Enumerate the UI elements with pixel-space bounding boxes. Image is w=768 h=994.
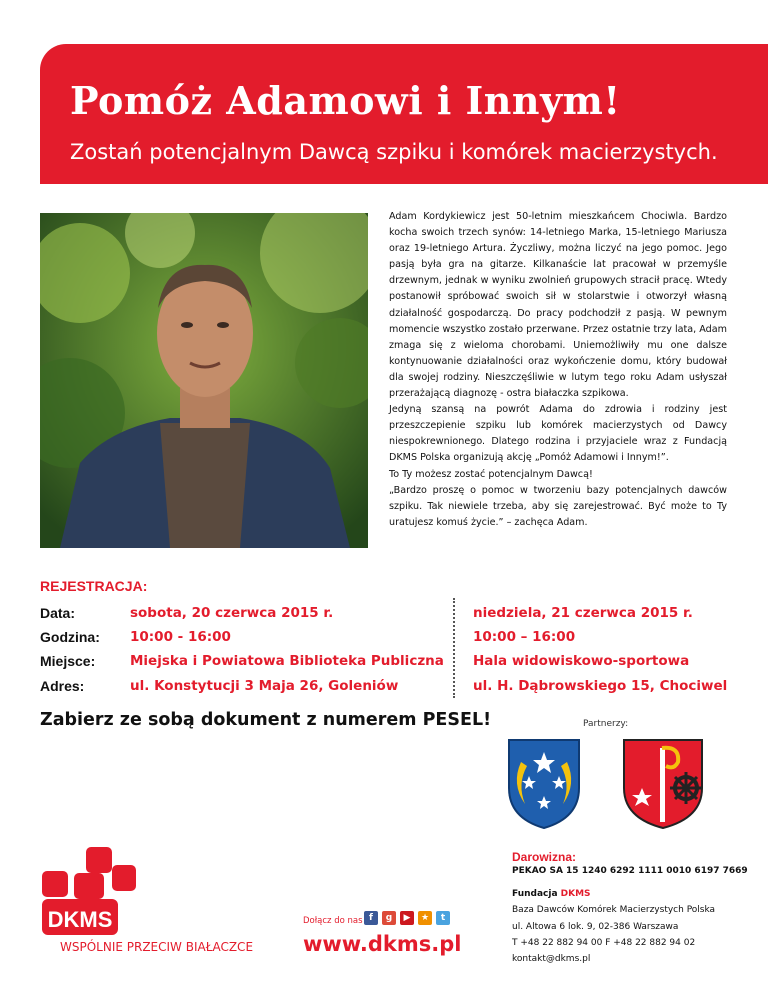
event1-value: ul. Konstytucji 3 Maja 26, Goleniów bbox=[130, 678, 399, 694]
dkms-logo bbox=[40, 843, 140, 942]
chociwel-crest-icon bbox=[507, 738, 581, 834]
page-title: Pomóż Adamowi i Innym! bbox=[70, 78, 621, 123]
nk-icon[interactable]: ★ bbox=[418, 911, 432, 925]
partners-label: Partnerzy: bbox=[583, 719, 629, 729]
foundation-phone: T +48 22 882 94 00 F +48 22 882 94 02 bbox=[512, 937, 696, 948]
foundation-contact bbox=[512, 886, 715, 967]
event2-value: 10:00 – 16:00 bbox=[473, 629, 576, 645]
story-paragraph: Adam Kordykiewicz jest 50-letnim mieszkańcem Chociwla. Bardzo kocha swoich trzech synów: 14-letniego Marka, 15-letniego Mariusza oraz 19-letniego Artura. Życzliwy, można liczyć na jego pomoc. Jego pasją była gra na gitarze. Kilkanaście lat pracował w przemyśle drzewnym, jednak w wyniku zwolnień grupowych stracił pracę. Wtedy postanowił spróbować swoich sił w stolarstwie i otworzył własną działalność gospodarczą. Do pracy podchodził z pasją. W pewnym momencie wszystko zostało przerwane. Przez ostatnie trzy lata, Adam zmaga się z wieloma chorobami. Uniemożliwiły mu one dalsze kontynuowanie działalności oraz wykończenie domu, który budował dla swojej rodziny. Nieszczęśliwie w lutym tego roku Adam usłyszał przerażającą diagnozę - ostra białaczka szpikowa. bbox=[389, 211, 727, 400]
event1-value: 10:00 - 16:00 bbox=[130, 629, 231, 645]
twitter-icon[interactable]: t bbox=[436, 911, 450, 925]
join-us-label: Dołącz do nas bbox=[303, 916, 363, 926]
event2-value: ul. H. Dąbrowskiego 15, Chociwel bbox=[473, 678, 728, 694]
event1-value: sobota, 20 czerwca 2015 r. bbox=[130, 605, 334, 621]
foundation-address: ul. Altowa 6 lok. 9, 02-386 Warszawa bbox=[512, 921, 679, 932]
event2-value: Hala widowiskowo-sportowa bbox=[473, 653, 690, 669]
header-banner bbox=[40, 44, 768, 184]
column-divider bbox=[453, 598, 455, 698]
website-link[interactable]: www.dkms.pl bbox=[303, 932, 462, 956]
goleniow-crest-icon bbox=[622, 738, 704, 834]
story-paragraph: Jedyną szansą na powrót Adama do zdrowia i rodziny jest przeszczepienie szpiku lub komórek macierzystych od Dawcy niespokrewnionego. Dlatego rodzina i przyjaciele wraz z Fundacją DKMS Polska organizują akcję „Pomóż Adamowi i Innym!”. bbox=[389, 404, 727, 464]
portrait-photo bbox=[40, 213, 368, 548]
row-label: Godzina: bbox=[40, 629, 100, 645]
event1-value: Miejska i Powiatowa Biblioteka Publiczna bbox=[130, 653, 444, 669]
bank-account: PEKAO SA 15 1240 6292 1111 0010 6197 7669 bbox=[512, 866, 748, 876]
foundation-email[interactable]: kontakt@dkms.pl bbox=[512, 954, 591, 965]
facebook-icon[interactable]: f bbox=[364, 911, 378, 925]
page-subtitle: Zostań potencjalnym Dawcą szpiku i komórek macierzystych. bbox=[70, 140, 718, 164]
story-text bbox=[389, 209, 727, 531]
registration-title: REJESTRACJA: bbox=[40, 578, 148, 594]
social-links bbox=[364, 911, 450, 925]
donation-title: Darowizna: bbox=[512, 850, 577, 864]
foundation-prefix: Fundacja bbox=[512, 889, 561, 899]
logo-text: DKMS bbox=[47, 907, 113, 932]
event2-value: niedziela, 21 czerwca 2015 r. bbox=[473, 605, 693, 621]
foundation-name: DKMS bbox=[560, 889, 591, 899]
foundation-line: Baza Dawców Komórek Macierzystych Polska bbox=[512, 905, 716, 916]
row-label: Miejsce: bbox=[40, 653, 96, 669]
pesel-note: Zabierz ze sobą dokument z numerem PESEL! bbox=[40, 710, 492, 730]
story-paragraph: To Ty możesz zostać potencjalnym Dawcą! bbox=[389, 468, 593, 480]
row-label: Adres: bbox=[40, 678, 85, 694]
google-plus-icon[interactable]: g bbox=[382, 911, 396, 925]
dkms-tagline: WSPÓLNIE PRZECIW BIAŁACZCE bbox=[60, 940, 254, 954]
row-label: Data: bbox=[40, 605, 76, 621]
youtube-icon[interactable]: ▶ bbox=[400, 911, 414, 925]
story-paragraph: „Bardzo proszę o pomoc w tworzeniu bazy potencjalnych dawców szpiku. Tak niewiele trzeba, aby się zarejestrować. Być może to Ty uratujesz komuś życie.” – zachęca Adam. bbox=[389, 484, 727, 528]
